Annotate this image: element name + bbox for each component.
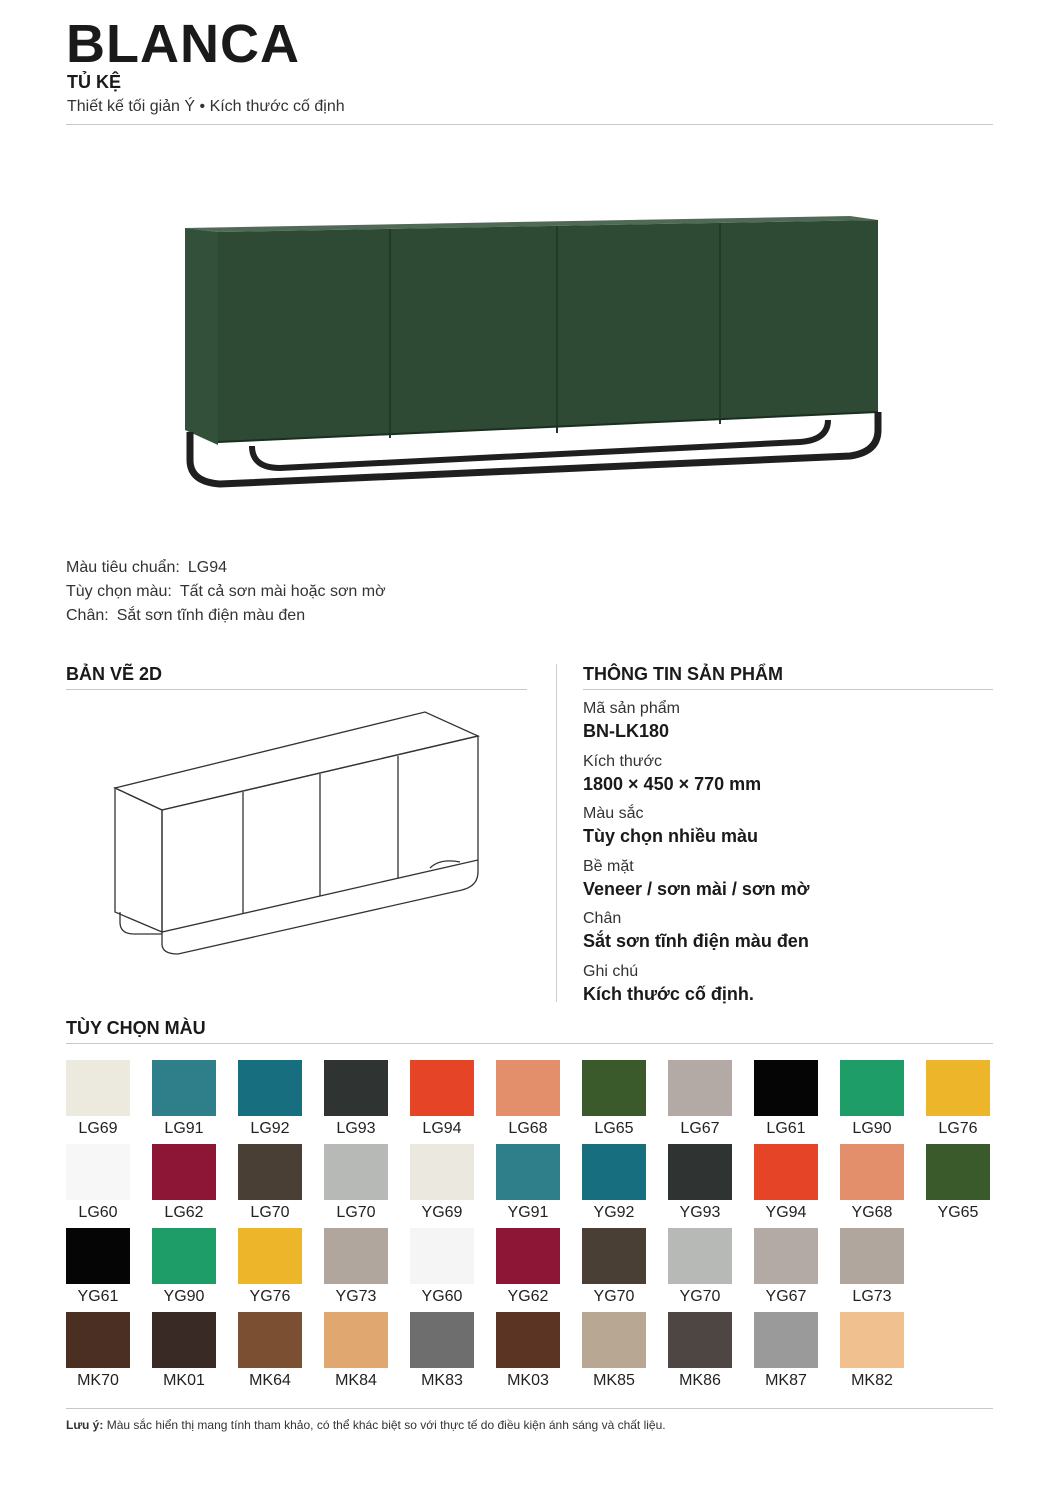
color-code: LG70 [250,1204,290,1221]
color-code: YG91 [507,1204,549,1221]
color-code: LG93 [336,1120,376,1137]
color-code: YG93 [679,1204,721,1221]
color-chip [410,1144,474,1200]
color-chip [410,1060,474,1116]
color-swatch [496,1228,560,1306]
color-swatch [582,1228,646,1306]
product-category: TỦ KỆ [67,72,121,92]
color-swatch [410,1060,474,1138]
color-swatch [840,1228,904,1306]
color-swatch [152,1060,216,1138]
color-code: MK83 [421,1372,463,1389]
spec-standard-color: Màu tiêu chuẩn: LG94 [66,559,227,576]
color-code: YG94 [765,1204,807,1221]
info-legs: Chân Sắt sơn tĩnh điện màu đen [583,910,809,952]
spec-color-options: Tùy chọn màu: Tất cả sơn mài hoặc sơn mờ [66,583,386,600]
color-swatch [926,1060,990,1138]
color-code: YG92 [593,1204,635,1221]
color-chip [582,1144,646,1200]
color-chip [238,1312,302,1368]
color-code: YG76 [249,1288,291,1305]
color-swatch [324,1060,388,1138]
product-info-list [583,698,1003,1014]
color-code: LG91 [164,1120,204,1137]
info-product-code: Mã sản phẩm BN-LK180 [583,700,680,741]
color-swatch [324,1144,388,1222]
note-label: Lưu ý: [66,1418,104,1432]
color-code: LG67 [680,1120,720,1137]
colors-section-divider [66,1043,993,1044]
color-swatch [754,1228,818,1306]
color-code: LG65 [594,1120,634,1137]
color-swatch [238,1312,302,1390]
color-swatch [668,1228,732,1306]
color-swatch [66,1312,130,1390]
color-swatch [582,1144,646,1222]
color-code: MK85 [593,1372,635,1389]
color-chip [324,1060,388,1116]
info-section-divider [583,689,993,690]
color-code: YG90 [163,1288,205,1305]
color-chip [66,1312,130,1368]
color-code: YG65 [937,1204,979,1221]
color-swatch [754,1144,818,1222]
color-chip [324,1144,388,1200]
color-code: YG70 [593,1288,635,1305]
color-code: LG73 [852,1288,892,1305]
color-swatch [66,1144,130,1222]
color-swatch [410,1312,474,1390]
colors-section-title: TÙY CHỌN MÀU [66,1018,206,1038]
color-chip [754,1312,818,1368]
color-code: LG61 [766,1120,806,1137]
color-chip [840,1060,904,1116]
color-chip [926,1060,990,1116]
product-image [160,190,900,520]
color-chip [152,1312,216,1368]
color-chip [152,1144,216,1200]
color-chip [66,1060,130,1116]
color-swatch [496,1060,560,1138]
color-chip [152,1060,216,1116]
color-swatch [668,1144,732,1222]
info-section-title: THÔNG TIN SẢN PHẨM [583,664,783,684]
color-code: LG60 [78,1204,118,1221]
color-code: MK86 [679,1372,721,1389]
color-chip [324,1312,388,1368]
color-swatch [668,1060,732,1138]
color-chip [410,1228,474,1284]
color-swatch [496,1144,560,1222]
color-code: LG90 [852,1120,892,1137]
color-code: MK64 [249,1372,291,1389]
color-chip [152,1228,216,1284]
info-color: Màu sắc Tùy chọn nhiều màu [583,805,759,847]
color-code: LG69 [78,1120,118,1137]
color-code: MK03 [507,1372,549,1389]
color-code: LG68 [508,1120,548,1137]
color-code: MK82 [851,1372,893,1389]
color-chip [926,1144,990,1200]
color-chip [668,1144,732,1200]
color-swatch [582,1312,646,1390]
color-chip [840,1144,904,1200]
note-text: Màu sắc hiển thị mang tính tham khảo, có thể khác biệt so với thực tế do điều kiện ánh sáng và chất liệu. [106,1418,666,1432]
color-swatch [754,1060,818,1138]
color-swatch [668,1312,732,1390]
color-swatch [324,1312,388,1390]
color-code: YG61 [77,1288,119,1305]
technical-drawing [100,700,500,970]
header-divider [66,124,993,125]
color-chip [668,1060,732,1116]
color-code: YG60 [421,1288,463,1305]
column-divider [556,664,557,1002]
color-code: YG68 [851,1204,893,1221]
color-chip [66,1228,130,1284]
color-chip [582,1228,646,1284]
color-swatch [410,1144,474,1222]
drawing-section-title: BẢN VẼ 2D [66,664,163,684]
color-code: YG67 [765,1288,807,1305]
info-surface: Bề mặt Veneer / sơn mài / sơn mờ [583,857,810,899]
color-swatch [66,1228,130,1306]
color-chip [66,1144,130,1200]
color-swatch [840,1312,904,1390]
color-code: LG70 [336,1204,376,1221]
color-chip [754,1060,818,1116]
color-chip [840,1228,904,1284]
color-chip [238,1228,302,1284]
color-code: LG92 [250,1120,290,1137]
color-swatch [840,1060,904,1138]
info-note: Ghi chú Kích thước cố định. [583,962,754,1004]
color-swatch [238,1228,302,1306]
footer-divider [66,1408,993,1409]
product-tagline: Thiết kế tối giản Ý • Kích thước cố định [67,98,345,115]
drawing-section-divider [66,689,527,690]
color-chip [324,1228,388,1284]
color-code: YG70 [679,1288,721,1305]
color-swatch [238,1144,302,1222]
color-chip [496,1228,560,1284]
spec-legs: Chân: Sắt sơn tĩnh điện màu đen [66,607,306,624]
color-swatch [582,1060,646,1138]
color-swatch [410,1228,474,1306]
color-chip [754,1228,818,1284]
spec-list [66,556,386,628]
color-chip [582,1060,646,1116]
color-code: LG62 [164,1204,204,1221]
color-chip [668,1312,732,1368]
color-swatch [754,1312,818,1390]
color-code: MK70 [77,1372,119,1389]
color-chip [496,1060,560,1116]
color-swatch [66,1060,130,1138]
color-chip [496,1312,560,1368]
color-swatch [324,1228,388,1306]
color-swatch [926,1144,990,1222]
disclaimer-note [66,1418,666,1432]
color-code: MK01 [163,1372,205,1389]
color-chip [410,1312,474,1368]
info-dimensions: Kích thước 1800 × 450 × 770 mm [583,752,762,794]
color-swatch [152,1312,216,1390]
color-chip [238,1144,302,1200]
color-chip [668,1228,732,1284]
color-code: YG69 [421,1204,463,1221]
color-swatch [152,1228,216,1306]
color-code: MK84 [335,1372,377,1389]
color-code: YG62 [507,1288,549,1305]
color-code: LG94 [422,1120,462,1137]
color-swatch [238,1060,302,1138]
color-code: YG73 [335,1288,377,1305]
color-chip [582,1312,646,1368]
color-chip [754,1144,818,1200]
color-chip [496,1144,560,1200]
color-chip [840,1312,904,1368]
color-swatch [496,1312,560,1390]
color-swatch [152,1144,216,1222]
product-title: BLANCA [66,14,300,74]
color-chip [238,1060,302,1116]
color-swatch [840,1144,904,1222]
color-code: LG76 [938,1120,978,1137]
color-code: MK87 [765,1372,807,1389]
